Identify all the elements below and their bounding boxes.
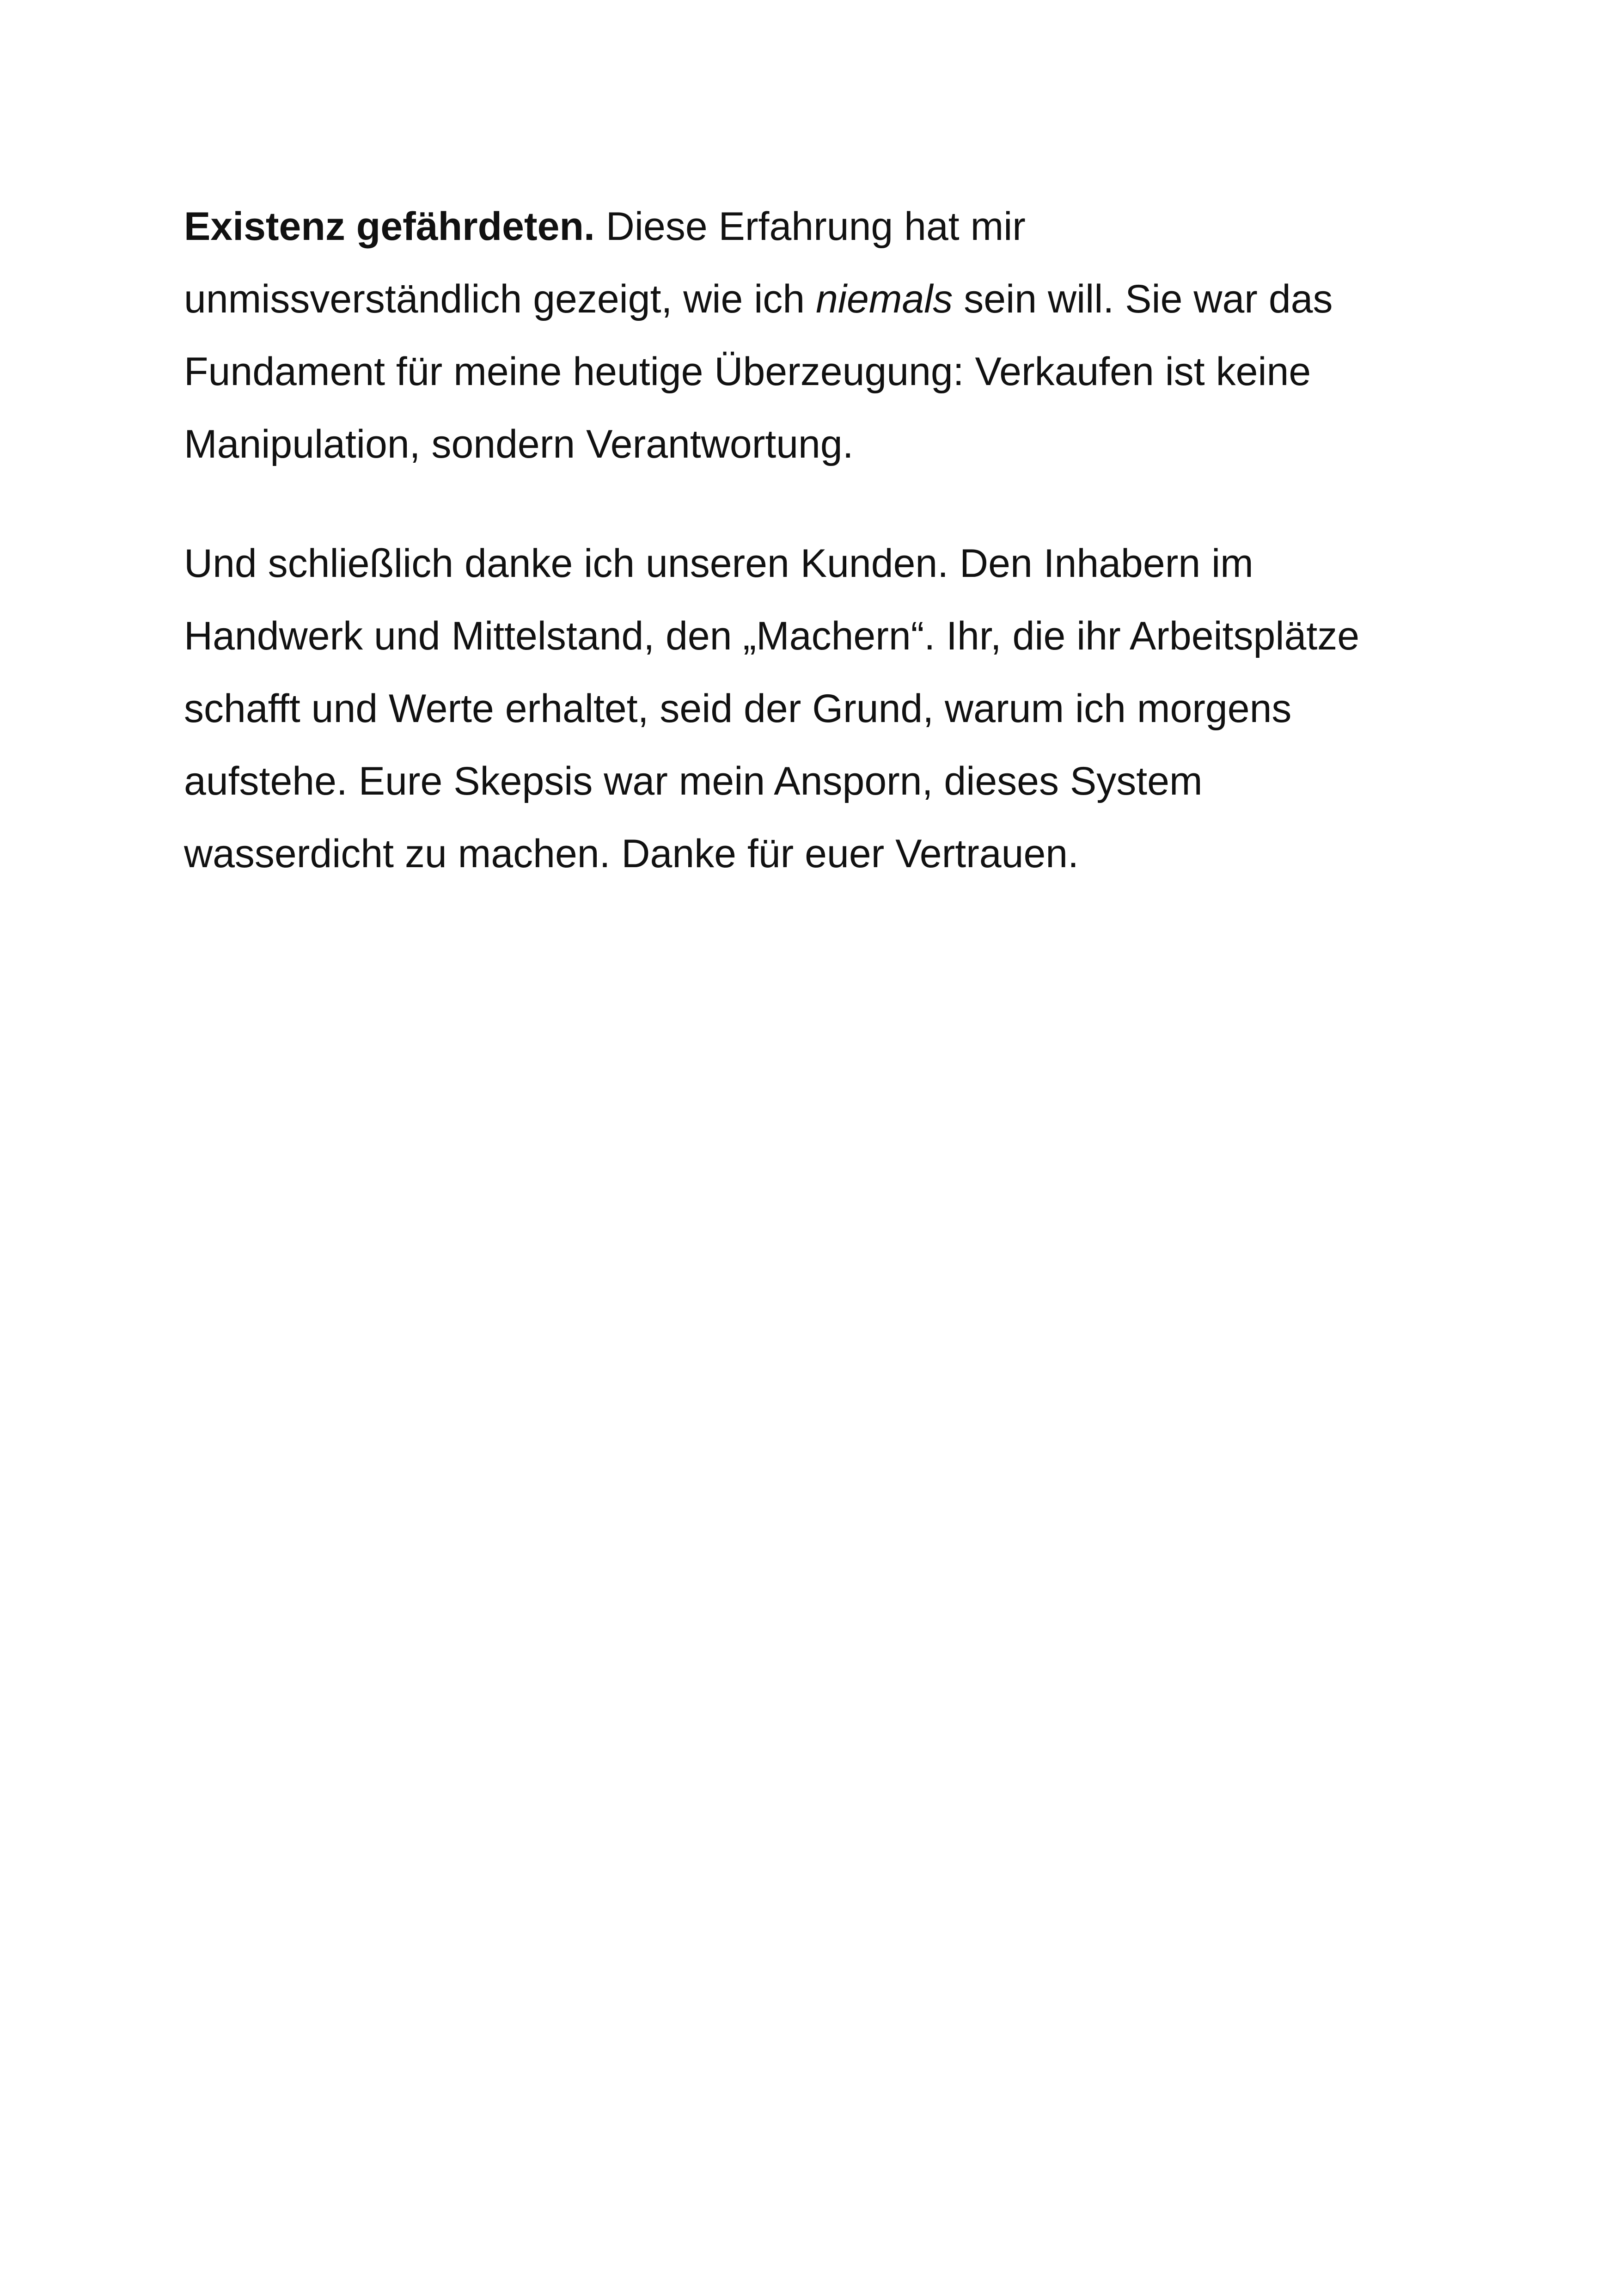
text-fragment: Diese Erfahrung hat mir xyxy=(594,204,1026,249)
text-line: Fundament für meine heutige Überzeugung: Verkaufen ist keine xyxy=(184,349,1311,394)
text-line: Und schließlich danke ich unseren Kunden. Den Inhabern im xyxy=(184,541,1253,586)
text-line: aufstehe. Eure Skepsis war mein Ansporn, dieses System xyxy=(184,759,1203,803)
text-line xyxy=(184,190,1460,263)
paragraph-existenz xyxy=(184,190,1460,481)
text-line: Handwerk und Mittelstand, den „Machern“. Ihr, die ihr Arbeitsplätze xyxy=(184,614,1360,658)
text-fragment: sein will. Sie war das xyxy=(953,277,1333,321)
text-line xyxy=(184,263,1460,336)
bold-phrase: Existenz gefährdeten. xyxy=(184,204,595,249)
text-line: Manipulation, sondern Verantwortung. xyxy=(184,422,854,466)
body-text xyxy=(184,190,1460,890)
italic-word: niemals xyxy=(816,277,953,321)
text-line: wasserdicht zu machen. Danke für euer Vertrauen. xyxy=(184,832,1079,876)
paragraph-kunden xyxy=(184,527,1460,890)
text-line: schafft und Werte erhaltet, seid der Grund, warum ich morgens xyxy=(184,686,1292,731)
text-fragment: unmissverständlich gezeigt, wie ich xyxy=(184,277,816,321)
